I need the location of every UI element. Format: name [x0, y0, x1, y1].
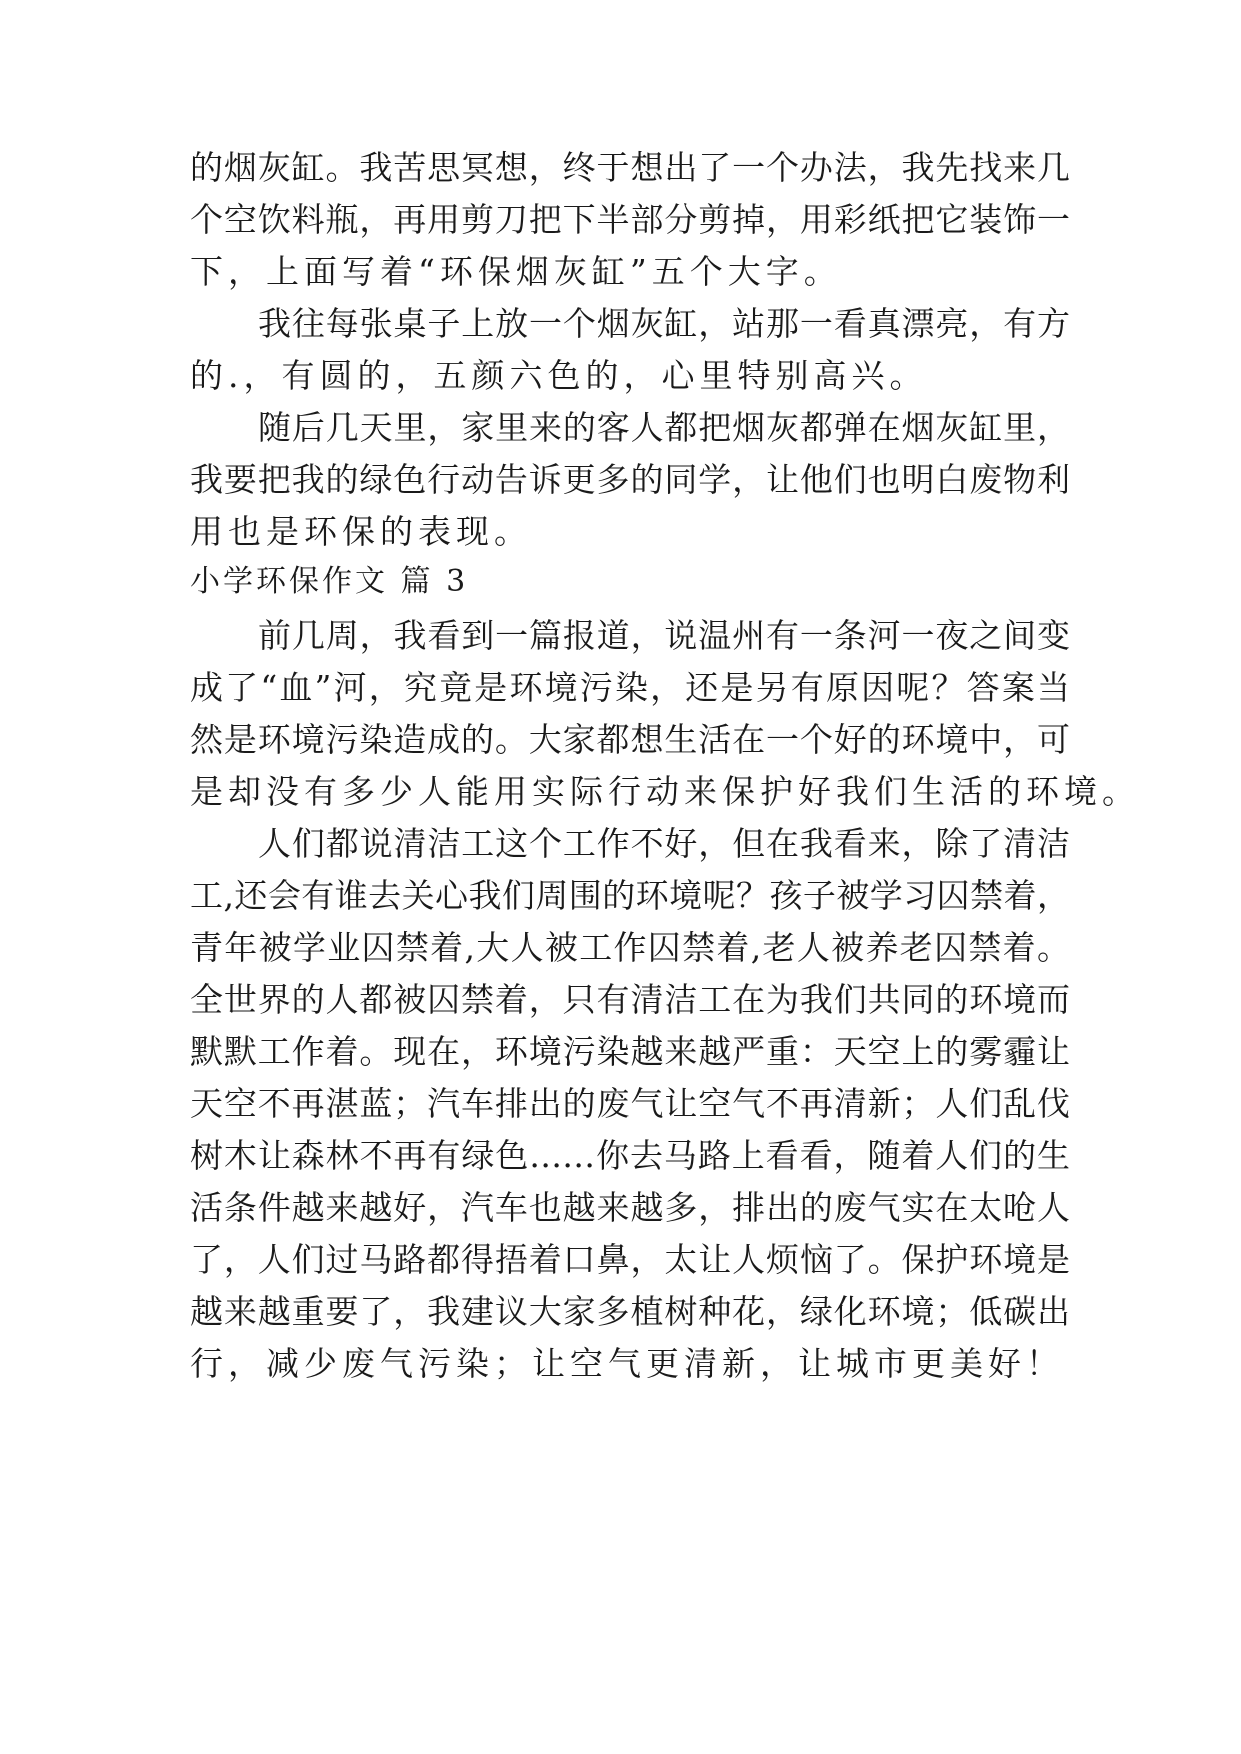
text-line: 树木让森林不再有绿色……你去马路上看看，随着人们的生: [190, 1136, 1070, 1175]
text-line: 默默工作着。现在，环境污染越来越严重：天空上的雾霾让: [190, 1032, 1070, 1071]
text-line: 天空不再湛蓝；汽车排出的废气让空气不再清新；人们乱伐: [190, 1084, 1070, 1123]
text-line: 的烟灰缸。我苦思冥想，终于想出了一个办法，我先找来几: [190, 148, 1070, 187]
text-line: 然是环境污染造成的。大家都想生活在一个好的环境中，可: [190, 720, 1070, 759]
text-line: 越来越重要了，我建议大家多植树种花，绿化环境；低碳出: [190, 1292, 1070, 1331]
paragraph-start-line: 人们都说清洁工这个工作不好，但在我看来，除了清洁: [258, 824, 1070, 863]
paragraph-start-line: 我往每张桌子上放一个烟灰缸，站那一看真漂亮，有方: [258, 304, 1070, 343]
paragraph-start-line: 前几周，我看到一篇报道，说温州有一条河一夜之间变: [258, 616, 1070, 655]
text-line: 行，减少废气污染；让空气更清新，让城市更美好！: [190, 1344, 1064, 1383]
text-line: 成了“血”河，究竟是环境污染，还是另有原因呢？答案当: [190, 668, 1070, 707]
text-line: 是却没有多少人能用实际行动来保护好我们生活的环境。: [190, 772, 1140, 811]
text-line: 工,还会有谁去关心我们周围的环境呢？孩子被学习囚禁着，: [190, 876, 1070, 915]
text-line: 我要把我的绿色行动告诉更多的同学，让他们也明白废物利: [190, 460, 1070, 499]
text-line: 青年被学业囚禁着,大人被工作囚禁着,老人被养老囚禁着。: [190, 928, 1070, 967]
text-line: 的.，有圆的，五颜六色的，心里特别高兴。: [190, 356, 928, 395]
text-line: 用也是环保的表现。: [190, 512, 532, 551]
text-line: 了，人们过马路都得捂着口鼻，太让人烦恼了。保护环境是: [190, 1240, 1070, 1279]
text-line: 活条件越来越好，汽车也越来越多，排出的废气实在太呛人: [190, 1188, 1070, 1227]
paragraph-start-line: 随后几天里，家里来的客人都把烟灰都弹在烟灰缸里，: [258, 408, 1070, 447]
text-line: 下，上面写着“环保烟灰缸”五个大字。: [190, 252, 842, 291]
text-line: 个空饮料瓶，再用剪刀把下半部分剪掉，用彩纸把它装饰一: [190, 200, 1070, 239]
section-heading: 小学环保作文 篇 3: [190, 564, 469, 599]
text-line: 全世界的人都被囚禁着，只有清洁工在为我们共同的环境而: [190, 980, 1070, 1019]
